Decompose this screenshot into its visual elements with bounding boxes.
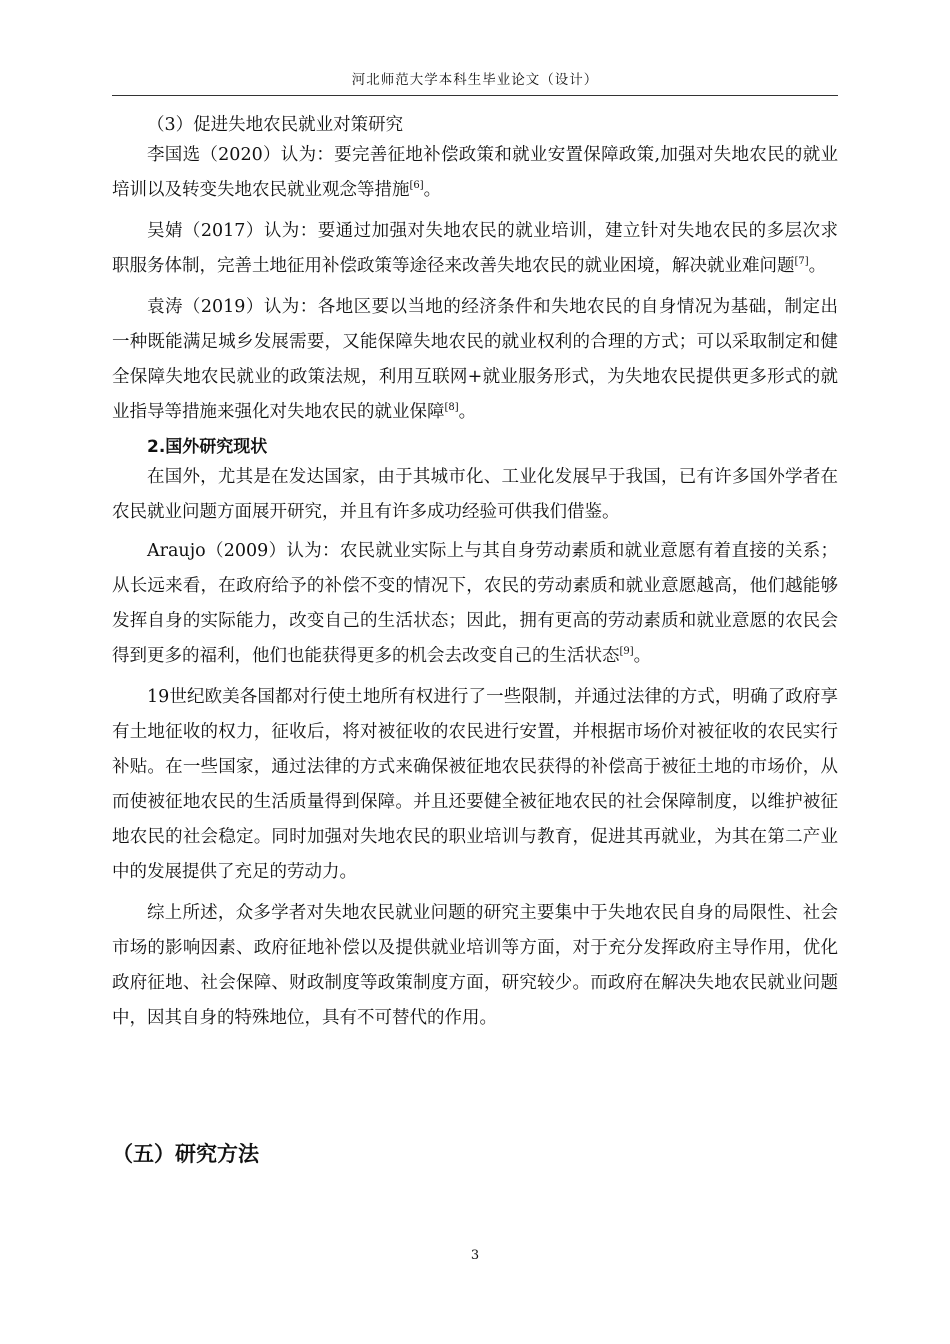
page-number: 3 xyxy=(470,1248,480,1263)
paragraph-text: 李国选（2020）认为：要完善征地补偿政策和就业安置保障政策,加强对失地农民的就业培训以及转变失地农民就业观念等措施 xyxy=(112,145,838,200)
paragraph-li-guoxuan xyxy=(112,138,838,208)
paragraph-end: 。 xyxy=(633,646,652,666)
section-heading-research-methods: （五）研究方法 xyxy=(112,1142,259,1166)
page-header: 河北师范大学本科生毕业论文（设计） xyxy=(351,72,599,88)
paragraph-19th-century: 19世纪欧美各国都对行使土地所有权进行了一些限制，并通过法律的方式，明确了政府享有土地征收的权力，征收后，将对被征收的农民进行安置，并根据市场价对被征收的农民实行补贴。在一些国家，通过法律的方式来确保被征地农民获得的补偿高于被征土地的市场价，从而使被征地农民的生活质量得到保障。并且还要健全被征地农民的社会保障制度，以维护被征地农民的社会稳定。同时加强对失地农民的职业培训与教育，促进其再就业，为其在第二产业中的发展提供了充足的劳动力。 xyxy=(112,687,838,882)
header-divider xyxy=(112,95,838,96)
citation-6: [6] xyxy=(409,180,424,192)
heading-foreign-research: 2.国外研究现状 xyxy=(147,437,268,457)
paragraph-text: Araujo（2009）认为：农民就业实际上与其自身劳动素质和就业意愿有着直接的关系；从长远来看，在政府给予的补偿不变的情况下，农民的劳动素质和就业意愿越高，他们越能够发挥自身的实际能力，改变自己的生活状态；因此，拥有更高的劳动素质和就业意愿的农民会得到更多的福利，他们也能获得更多的机会去改变自己的生活状态 xyxy=(112,541,838,666)
paragraph-text: 袁涛（2019）认为：各地区要以当地的经济条件和失地农民的自身情况为基础，制定出一种既能满足城乡发展需要，又能保障失地农民的就业权利的合理的方式；可以采取制定和健全保障失地农民就业的政策法规，利用互联网+就业服务形式，为失地农民提供更多形式的就业指导等措施来强化对失地农民的就业保障 xyxy=(112,297,838,422)
paragraph-text: 吴婧（2017）认为：要通过加强对失地农民的就业培训，建立针对失地农民的多层次求职服务体制，完善土地征用补偿政策等途径来改善失地农民的就业困境，解决就业难问题 xyxy=(112,221,838,276)
citation-8: [8] xyxy=(444,402,459,414)
paragraph-summary: 综上所述，众多学者对失地农民就业问题的研究主要集中于失地农民自身的局限性、社会市场的影响因素、政府征地补偿以及提供就业培训等方面，对于充分发挥政府主导作用，优化政府征地、社会保障、财政制度等政策制度方面，研究较少。而政府在解决失地农民就业问题中，因其自身的特殊地位，具有不可替代的作用。 xyxy=(112,903,838,1028)
citation-9: [9] xyxy=(619,646,634,658)
paragraph-end: 。 xyxy=(808,256,827,276)
paragraph-wu-jing xyxy=(112,214,838,284)
paragraph-foreign-intro: 在国外，尤其是在发达国家，由于其城市化、工业化发展早于我国，已有许多国外学者在农民就业问题方面展开研究，并且有许多成功经验可供我们借鉴。 xyxy=(112,467,838,522)
citation-7: [7] xyxy=(794,256,809,268)
paragraph-yuan-tao xyxy=(112,290,838,430)
paragraph-araujo xyxy=(112,534,838,674)
paragraph-end: 。 xyxy=(458,402,477,422)
paragraph-end: 。 xyxy=(423,180,442,200)
subsection-heading-3: （3）促进失地农民就业对策研究 xyxy=(147,115,404,135)
document-body xyxy=(112,112,838,1036)
